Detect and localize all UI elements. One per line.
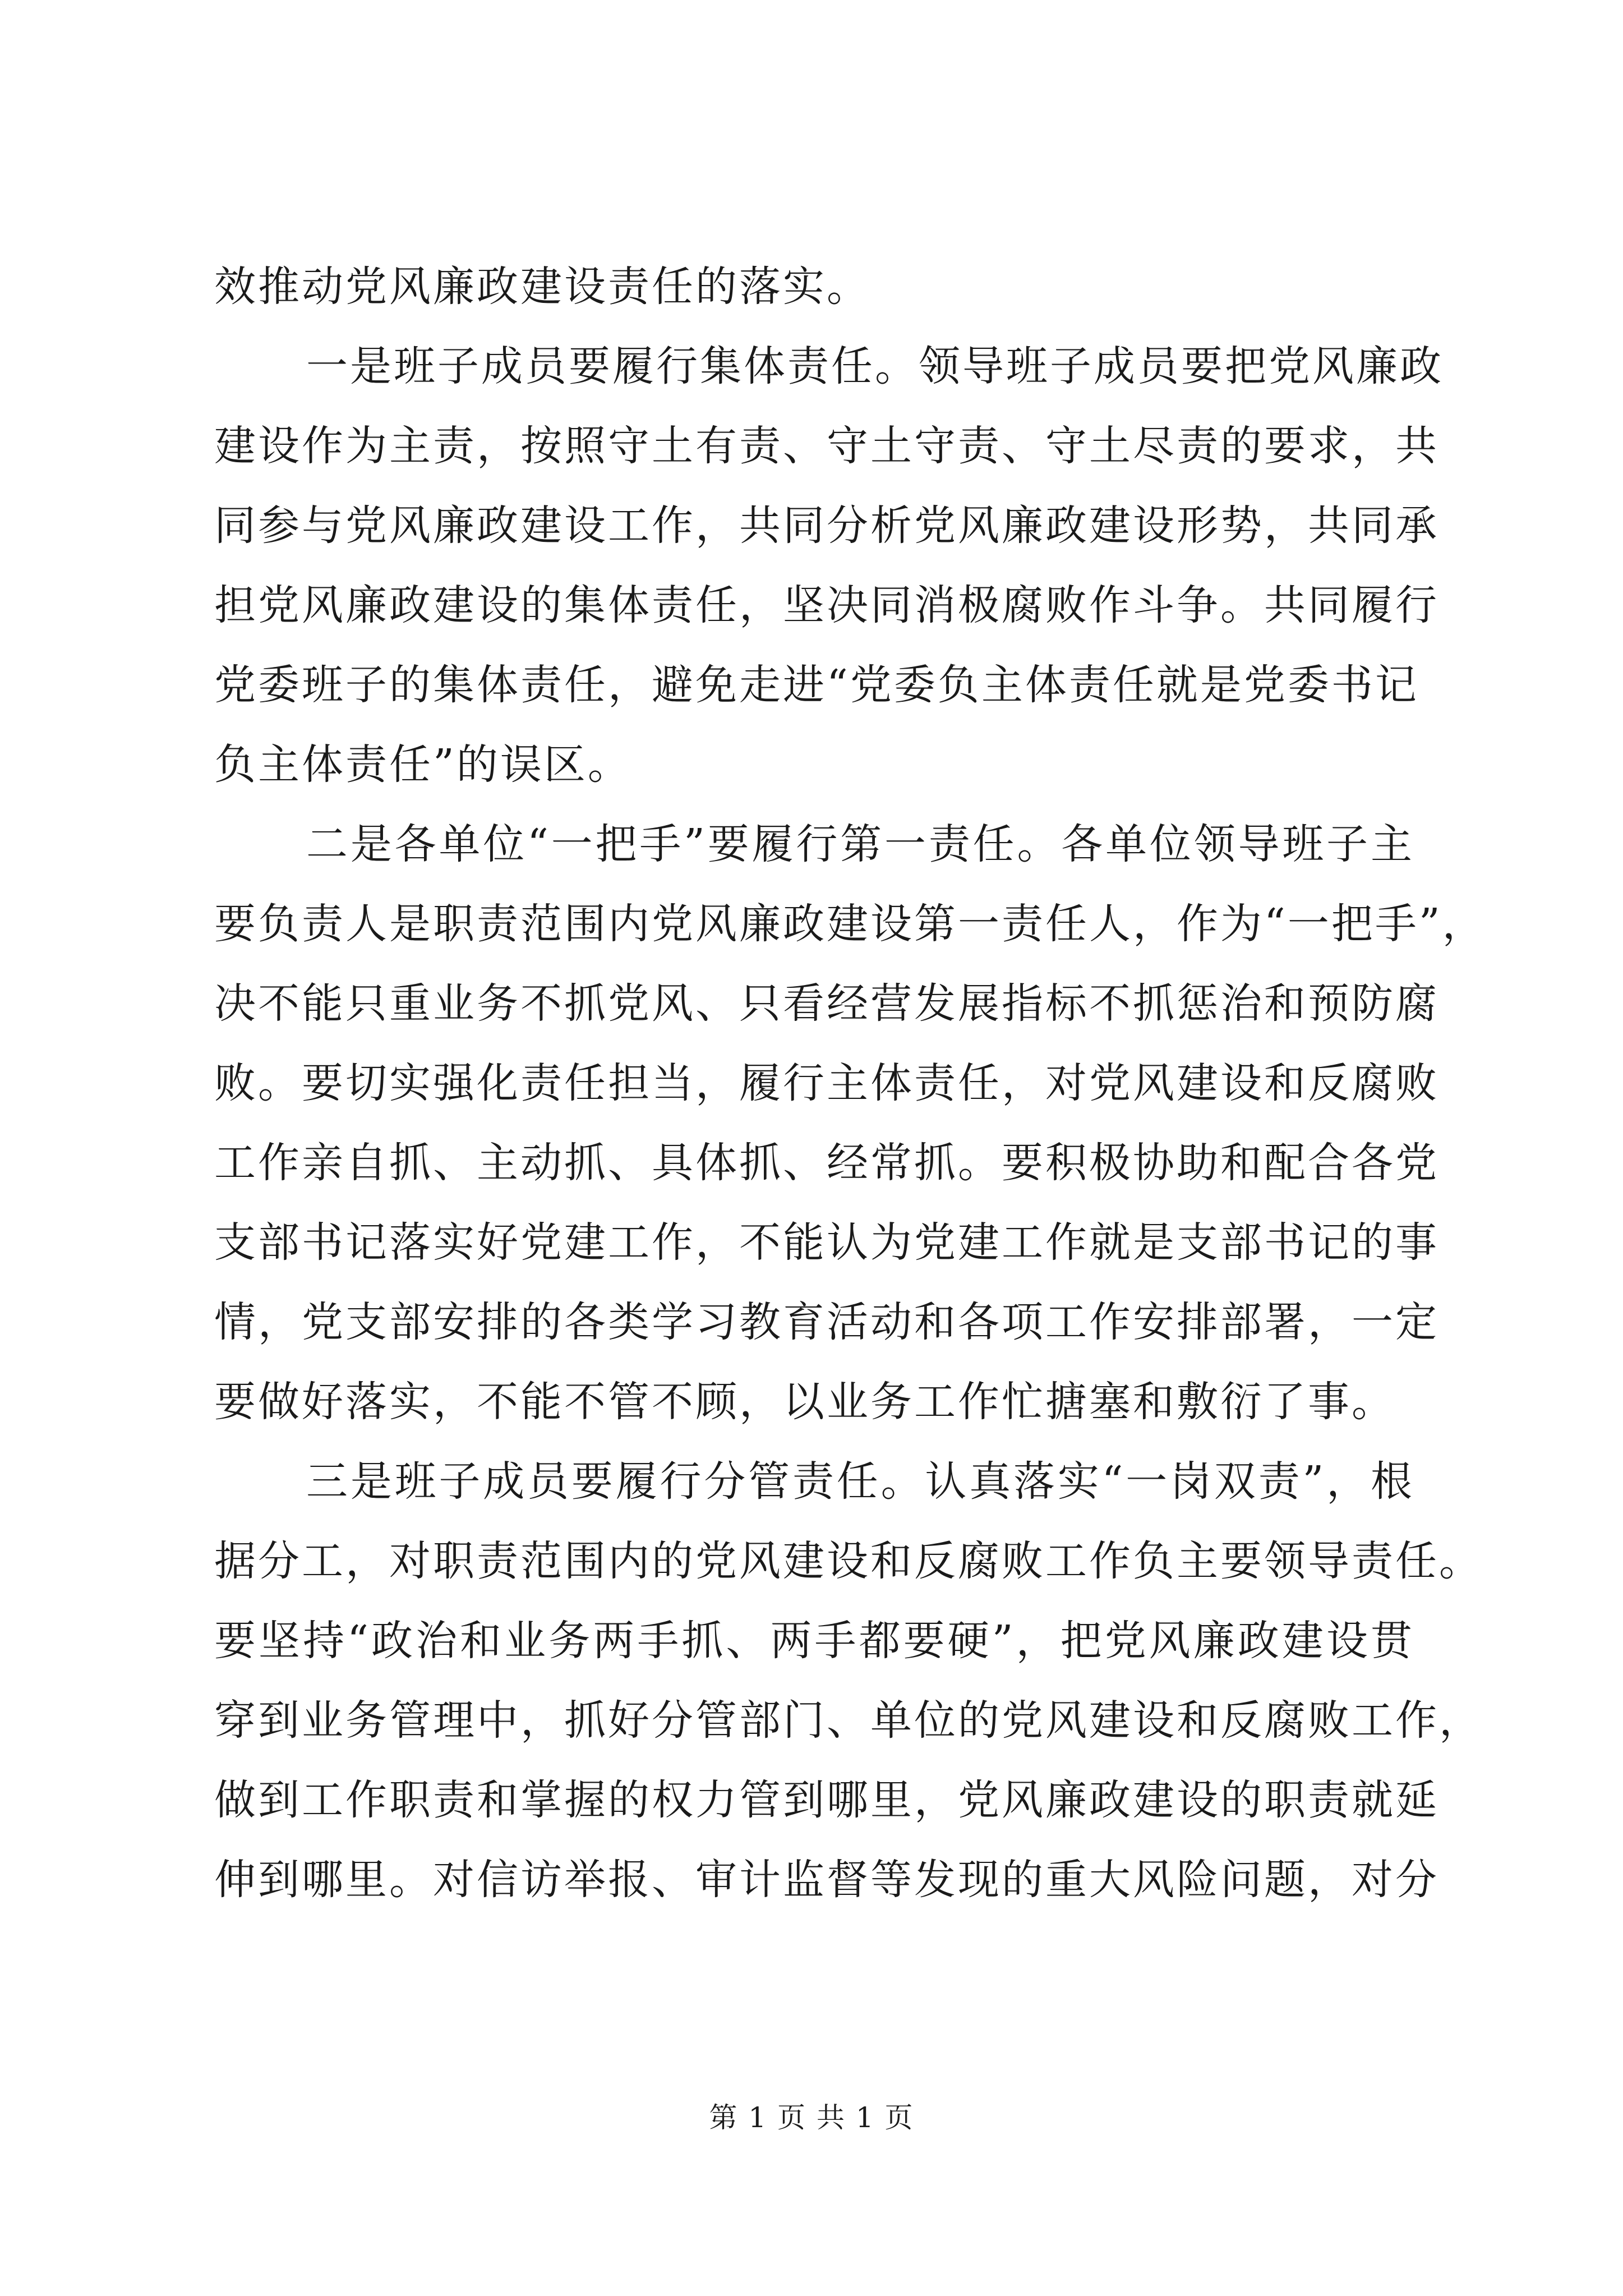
text-line: 要坚持“政治和业务两手抓、两手都要硬”，把党风廉政建设贯 (214, 1617, 1414, 1665)
text-line: 决不能只重业务不抓党风、只看经营发展指标不抓惩治和预防腐 (214, 979, 1439, 1028)
text-line: 负主体责任”的误区。 (214, 740, 631, 789)
text-line: 情，党支部安排的各类学习教育活动和各项工作安排部署，一定 (214, 1298, 1439, 1346)
text-line: 要做好落实，不能不管不顾，以业务工作忙搪塞和敷衍了事。 (214, 1378, 1395, 1426)
text-line: 效推动党风廉政建设责任的落实。 (214, 263, 870, 311)
text-line: 三是班子成员要履行分管责任。认真落实“一岗双责”，根 (306, 1457, 1414, 1506)
text-line: 同参与党风廉政建设工作，共同分析党风廉政建设形势，共同承 (214, 501, 1439, 550)
text-line: 二是各单位“一把手”要履行第一责任。各单位领导班子主 (306, 820, 1414, 868)
text-line: 一是班子成员要履行集体责任。领导班子成员要把党风廉政 (306, 342, 1444, 390)
document-body (214, 247, 1486, 1920)
text-line: 据分工，对职责范围内的党风建设和反腐败工作负主要领导责任。 (214, 1537, 1483, 1585)
text-line: 担党风廉政建设的集体责任，坚决同消极腐败作斗争。共同履行 (214, 581, 1439, 629)
text-line: 败。要切实强化责任担当，履行主体责任，对党风建设和反腐败 (214, 1059, 1439, 1107)
text-line: 伸到哪里。对信访举报、审计监督等发现的重大风险问题，对分 (214, 1856, 1439, 1904)
text-line: 做到工作职责和掌握的权力管到哪里，党风廉政建设的职责就延 (214, 1776, 1439, 1824)
text-line: 建设作为主责，按照守土有责、守土守责、守土尽责的要求，共 (214, 422, 1439, 470)
text-line: 党委班子的集体责任，避免走进“党委负主体责任就是党委书记 (214, 661, 1419, 709)
page-footer (0, 2098, 1623, 2137)
page-number-label: 第 1 页 共 1 页 (709, 2101, 914, 2134)
text-line: 要负责人是职责范围内党风廉政建设第一责任人，作为“一把手”， (214, 900, 1486, 948)
text-line: 工作亲自抓、主动抓、具体抓、经常抓。要积极协助和配合各党 (214, 1139, 1439, 1187)
text-line: 穿到业务管理中，抓好分管部门、单位的党风建设和反腐败工作， (214, 1696, 1483, 1745)
text-line: 支部书记落实好党建工作，不能认为党建工作就是支部书记的事 (214, 1218, 1439, 1267)
